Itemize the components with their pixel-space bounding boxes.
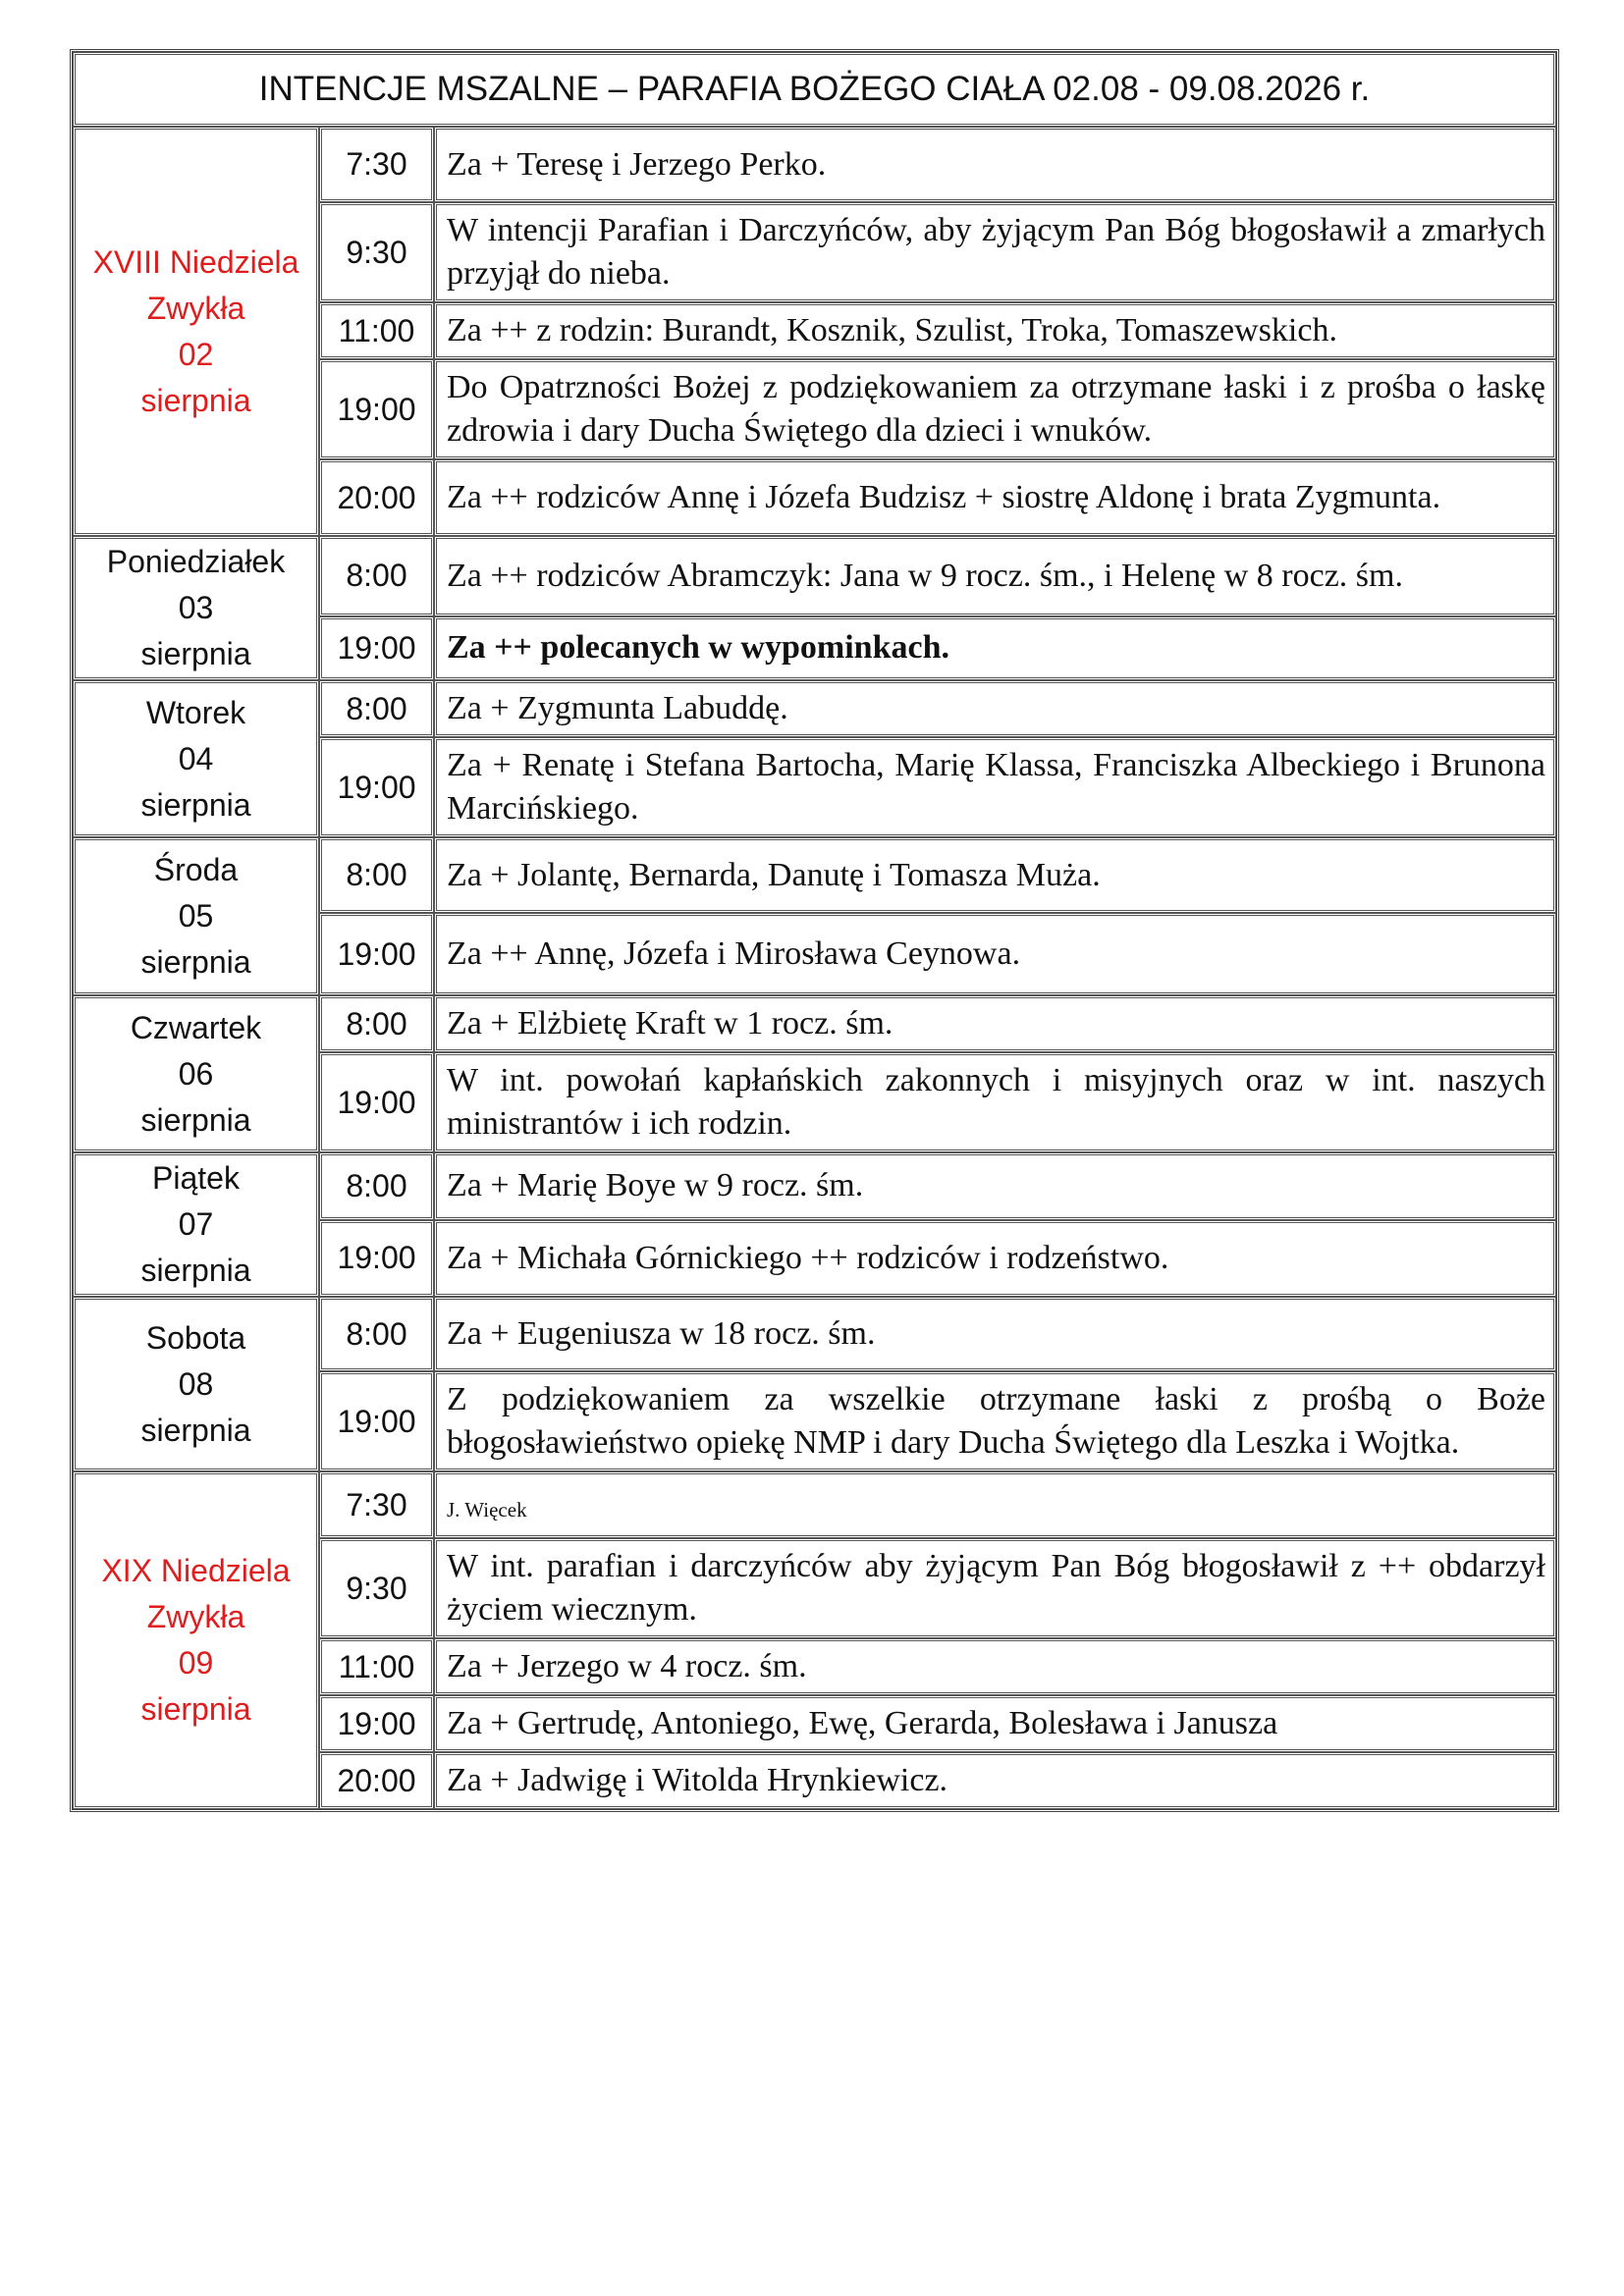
mass-intention: Za + Gertrudę, Antoniego, Ewę, Gerarda, Bolesława i Janusza [434,1695,1556,1752]
day-label-line: sierpnia [140,636,251,671]
mass-time: 7:30 [319,1471,434,1538]
mass-intention: Za + Eugeniusza w 18 rocz. śm. [434,1297,1556,1371]
day-label-line: sierpnia [140,786,251,823]
day-label-line: Czwartek [130,1009,262,1045]
day-label-line: 02 [178,336,214,372]
mass-intention: Za + Michała Górnickiego ++ rodziców i rodzeństwo. [434,1220,1556,1297]
day-label-line: XVIII Niedziela [92,243,299,280]
mass-intention: Za + Elżbietę Kraft w 1 rocz. śm. [434,995,1556,1052]
day-label [73,1152,319,1297]
mass-intention: Za + Renatę i Stefana Bartocha, Marię Klassa, Franciszka Albeckiego i Brunona Marcińskiego. [434,737,1556,837]
mass-time: 20:00 [319,459,434,536]
mass-intention: J. Więcek [434,1471,1556,1538]
title-row [73,52,1556,127]
day-label-line: Środa [153,852,239,887]
mass-time: 19:00 [319,1695,434,1752]
mass-intention: W int. powołań kapłańskich zakonnych i misyjnych oraz w int. naszych ministrantów i ich rodzin. [434,1052,1556,1152]
mass-time: 19:00 [319,359,434,459]
mass-row [73,1471,1556,1538]
day-label-line: sierpnia [140,1253,251,1288]
mass-intention: Za + Jadwigę i Witolda Hrynkiewicz. [434,1752,1556,1809]
mass-intention: Do Opatrzności Bożej z podziękowaniem za otrzymane łaski i z prośba o łaskę zdrowia i dary Ducha Świętego dla dzieci i wnuków. [434,359,1556,459]
day-label-line: 07 [178,1206,214,1242]
day-label [73,536,319,680]
mass-intention: Za ++ z rodzin: Burandt, Kosznik, Szulist, Troka, Tomaszewskich. [434,302,1556,359]
mass-time: 19:00 [319,737,434,837]
mass-time: 19:00 [319,616,434,680]
day-label-line: sierpnia [140,1412,251,1448]
mass-time: 20:00 [319,1752,434,1809]
mass-intention: Za ++ polecanych w wypominkach. [434,616,1556,680]
mass-time: 19:00 [319,1052,434,1152]
mass-row [73,837,1556,913]
page-title: INTENCJE MSZALNE – PARAFIA BOŻEGO CIAŁA 02.08 - 09.08.2026 r. [73,52,1556,127]
mass-time: 19:00 [319,913,434,995]
day-label [73,127,319,536]
day-label [73,680,319,837]
day-label-line: 08 [178,1365,214,1402]
day-label-line: sierpnia [140,944,251,980]
day-label-line: sierpnia [140,1101,251,1138]
mass-intention: W int. parafian i darczyńców aby żyjącym Pan Bóg błogosławił z ++ obdarzył życiem wiecznym. [434,1538,1556,1638]
day-label-line: Poniedziałek [106,544,286,579]
mass-time: 19:00 [319,1371,434,1471]
mass-time: 7:30 [319,127,434,202]
mass-time: 8:00 [319,1297,434,1371]
mass-row [73,127,1556,202]
mass-intentions-table [70,49,1559,1812]
day-label-line: XIX Niedziela [101,1553,291,1588]
day-label-line: 03 [178,590,214,625]
mass-intention: Za ++ Annę, Józefa i Mirosława Ceynowa. [434,913,1556,995]
mass-row [73,536,1556,616]
mass-intention: Za + Jerzego w 4 rocz. śm. [434,1638,1556,1695]
day-label-line: Zwykła [146,1599,245,1634]
day-label-line: 06 [178,1055,214,1092]
day-label-line: 04 [178,740,214,776]
mass-intention: Za + Marię Boye w 9 rocz. śm. [434,1152,1556,1220]
mass-time: 8:00 [319,837,434,913]
mass-row [73,995,1556,1052]
mass-time: 19:00 [319,1220,434,1297]
day-label [73,995,319,1152]
mass-intention: Za + Jolantę, Bernarda, Danutę i Tomasza Muża. [434,837,1556,913]
mass-intention: Za + Zygmunta Labuddę. [434,680,1556,737]
mass-time: 9:30 [319,1538,434,1638]
mass-time: 8:00 [319,536,434,616]
day-label [73,1297,319,1471]
mass-row [73,680,1556,737]
day-label-line: 05 [178,898,214,934]
day-label-line: 09 [178,1645,214,1681]
mass-intention: Za ++ rodziców Abramczyk: Jana w 9 rocz. śm., i Helenę w 8 rocz. śm. [434,536,1556,616]
mass-time: 9:30 [319,202,434,302]
mass-time: 8:00 [319,995,434,1052]
day-label-line: Wtorek [145,694,246,730]
mass-intention: Z podziękowaniem za wszelkie otrzymane łaski z prośbą o Boże błogosławieństwo opiekę NMP i dary Ducha Świętego dla Leszka i Wojtka. [434,1371,1556,1471]
mass-intention: W intencji Parafian i Darczyńców, aby żyjącym Pan Bóg błogosławił a zmarłych przyjął do nieba. [434,202,1556,302]
mass-intention: Za + Teresę i Jerzego Perko. [434,127,1556,202]
mass-time: 11:00 [319,1638,434,1695]
mass-time: 8:00 [319,680,434,737]
day-label [73,1471,319,1809]
mass-row [73,1297,1556,1371]
day-label-line: sierpnia [140,382,251,418]
day-label-line: Piątek [152,1160,240,1196]
day-label-line: Sobota [145,1319,246,1356]
mass-time: 8:00 [319,1152,434,1220]
mass-row [73,1152,1556,1220]
mass-intention: Za ++ rodziców Annę i Józefa Budzisz + siostrę Aldonę i brata Zygmunta. [434,459,1556,536]
day-label-line: Zwykła [146,290,245,326]
mass-time: 11:00 [319,302,434,359]
day-label [73,837,319,995]
day-label-line: sierpnia [140,1691,251,1727]
